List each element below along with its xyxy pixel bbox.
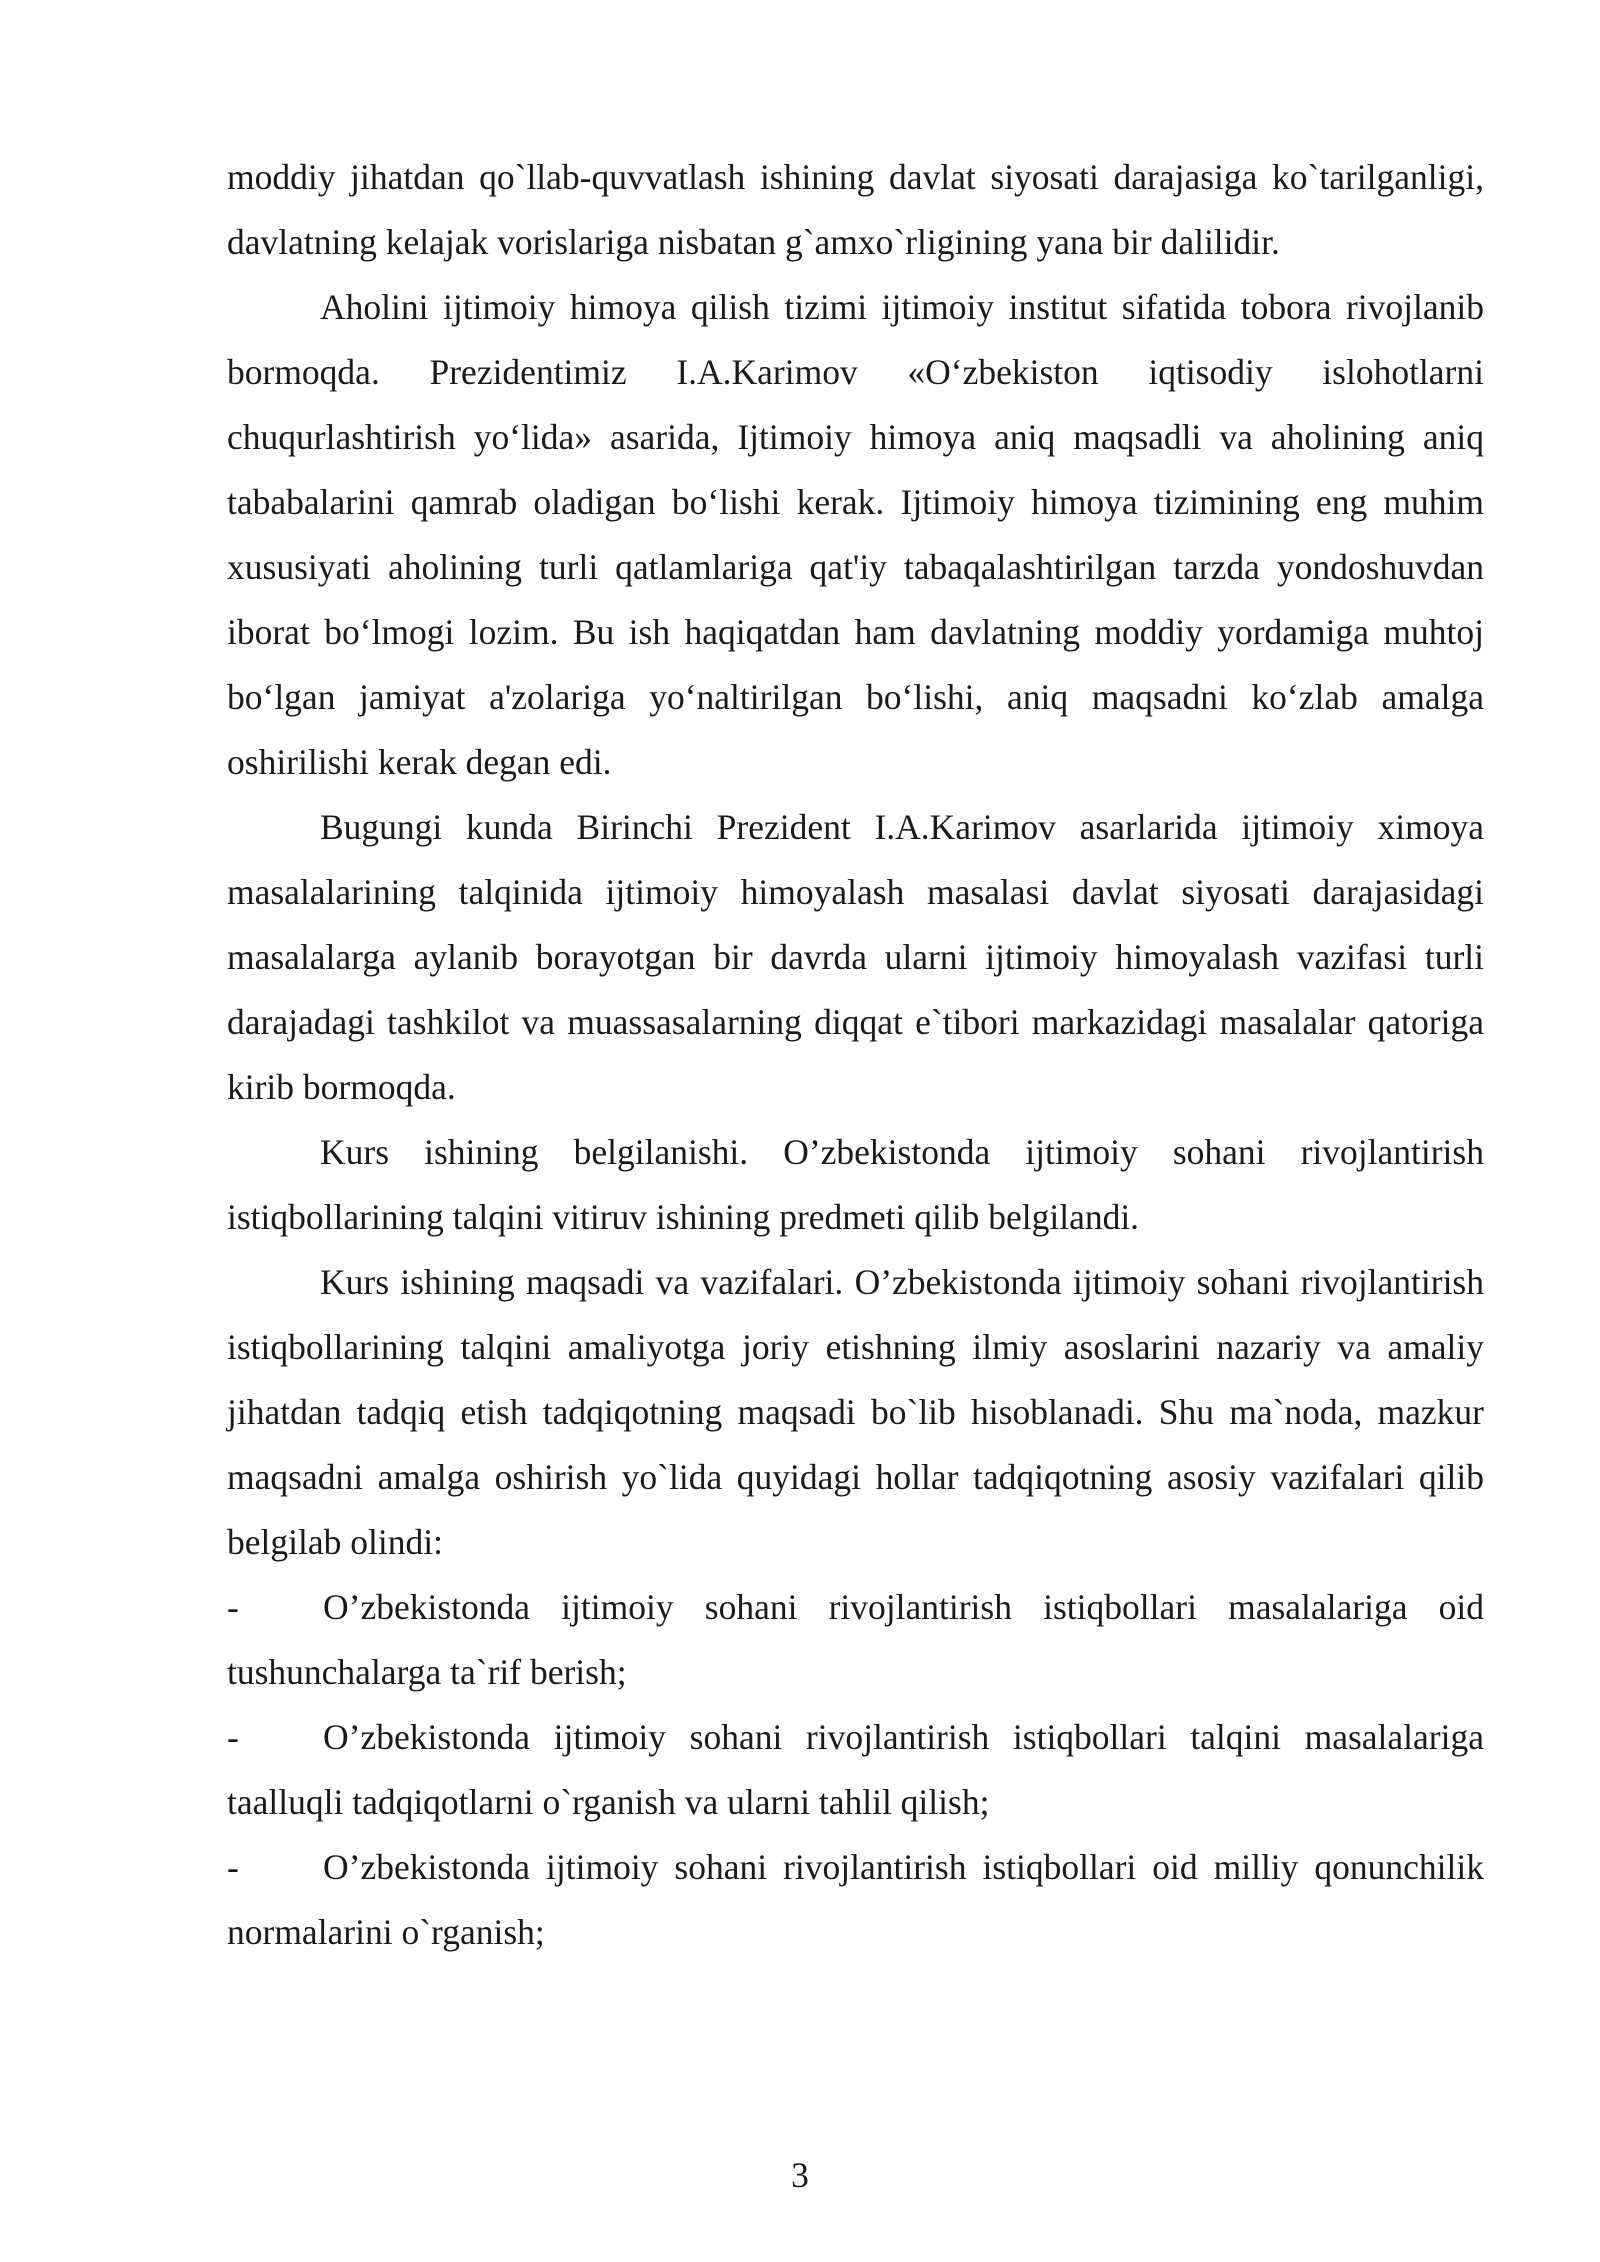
list-item-text: O’zbekistonda ijtimoiy sohani rivojlantirish istiqbollari talqini masalalariga taalluqli tadqiqotlarni o`rganish va ularni tahlil qilish; xyxy=(227,1717,1484,1822)
list-item xyxy=(227,1705,1484,1835)
list-item-text: O’zbekistonda ijtimoiy sohani rivojlantirish istiqbollari masalalariga oid tushunchalarga ta`rif berish; xyxy=(227,1587,1484,1692)
page-number: 3 xyxy=(791,2155,809,2195)
paragraph-course-goals: Kurs ishining maqsadi va vazifalari. O’zbekistonda ijtimoiy sohani rivojlantirish istiqbollarining talqini amaliyotga joriy etishning ilmiy asoslarini nazariy va amaliy jihatdan tadqiq etish tadqiqotning maqsadi bo`lib hisoblanadi. Shu ma`noda, mazkur maqsadni amalga oshirish yo`lida quyidagi hollar tadqiqotning asosiy vazifalari qilib belgilab olindi: xyxy=(227,1262,1484,1562)
list-item xyxy=(227,1575,1484,1705)
list-dash: - xyxy=(227,1587,239,1627)
list-item-text: O’zbekistonda ijtimoiy sohani rivojlantirish istiqbollari oid milliy qonunchilik normalarini o`rganish; xyxy=(227,1847,1484,1952)
paragraph-continuation: moddiy jihatdan qo`llab-quvvatlash ishining davlat siyosati darajasiga ko`tarilganligi, davlatning kelajak vorislariga nisbatan g`amxo`rligining yana bir dalilidir. xyxy=(227,157,1484,262)
list-dash: - xyxy=(227,1847,239,1887)
paragraph-course-definition: Kurs ishining belgilanishi. O’zbekistonda ijtimoiy sohani rivojlantirish istiqbollarining talqini vitiruv ishining predmeti qilib belgilandi. xyxy=(227,1132,1484,1237)
paragraph-karimov-works: Bugungi kunda Birinchi Prezident I.A.Karimov asarlarida ijtimoiy ximoya masalalarining talqinida ijtimoiy himoyalash masalasi davlat siyosati darajasidagi masalalarga aylanib borayotgan bir davrda ularni ijtimoiy himoyalash vazifasi turli darajadagi tashkilot va muassasalarning diqqat e`tibori markazidagi masalalar qatoriga kirib bormoqda. xyxy=(227,807,1484,1107)
body-text xyxy=(227,145,1484,1965)
list-item xyxy=(227,1835,1484,1965)
paragraph-social-protection: Aholini ijtimoiy himoya qilish tizimi ijtimoiy institut sifatida tobora rivojlanib bormoqda. Prezidentimiz I.A.Karimov «O‘zbekiston iqtisodiy islohotlarni chuqurlashtirish yo‘lida» asarida, Ijtimoiy himoya aniq maqsadli va aholining aniq tababalarini qamrab oladigan bo‘lishi kerak. Ijtimoiy himoya tizimining eng muhim xususiyati aholining turli qatlamlariga qat'iy tabaqalashtirilgan tarzda yondoshuvdan iborat bo‘lmogi lozim. Bu ish haqiqatdan ham davlatning moddiy yordamiga muhtoj bo‘lgan jamiyat a'zolariga yo‘naltirilgan bo‘lishi, aniq maqsadni ko‘zlab amalga oshirilishi kerak degan edi. xyxy=(227,287,1484,782)
list-dash: - xyxy=(227,1717,239,1757)
